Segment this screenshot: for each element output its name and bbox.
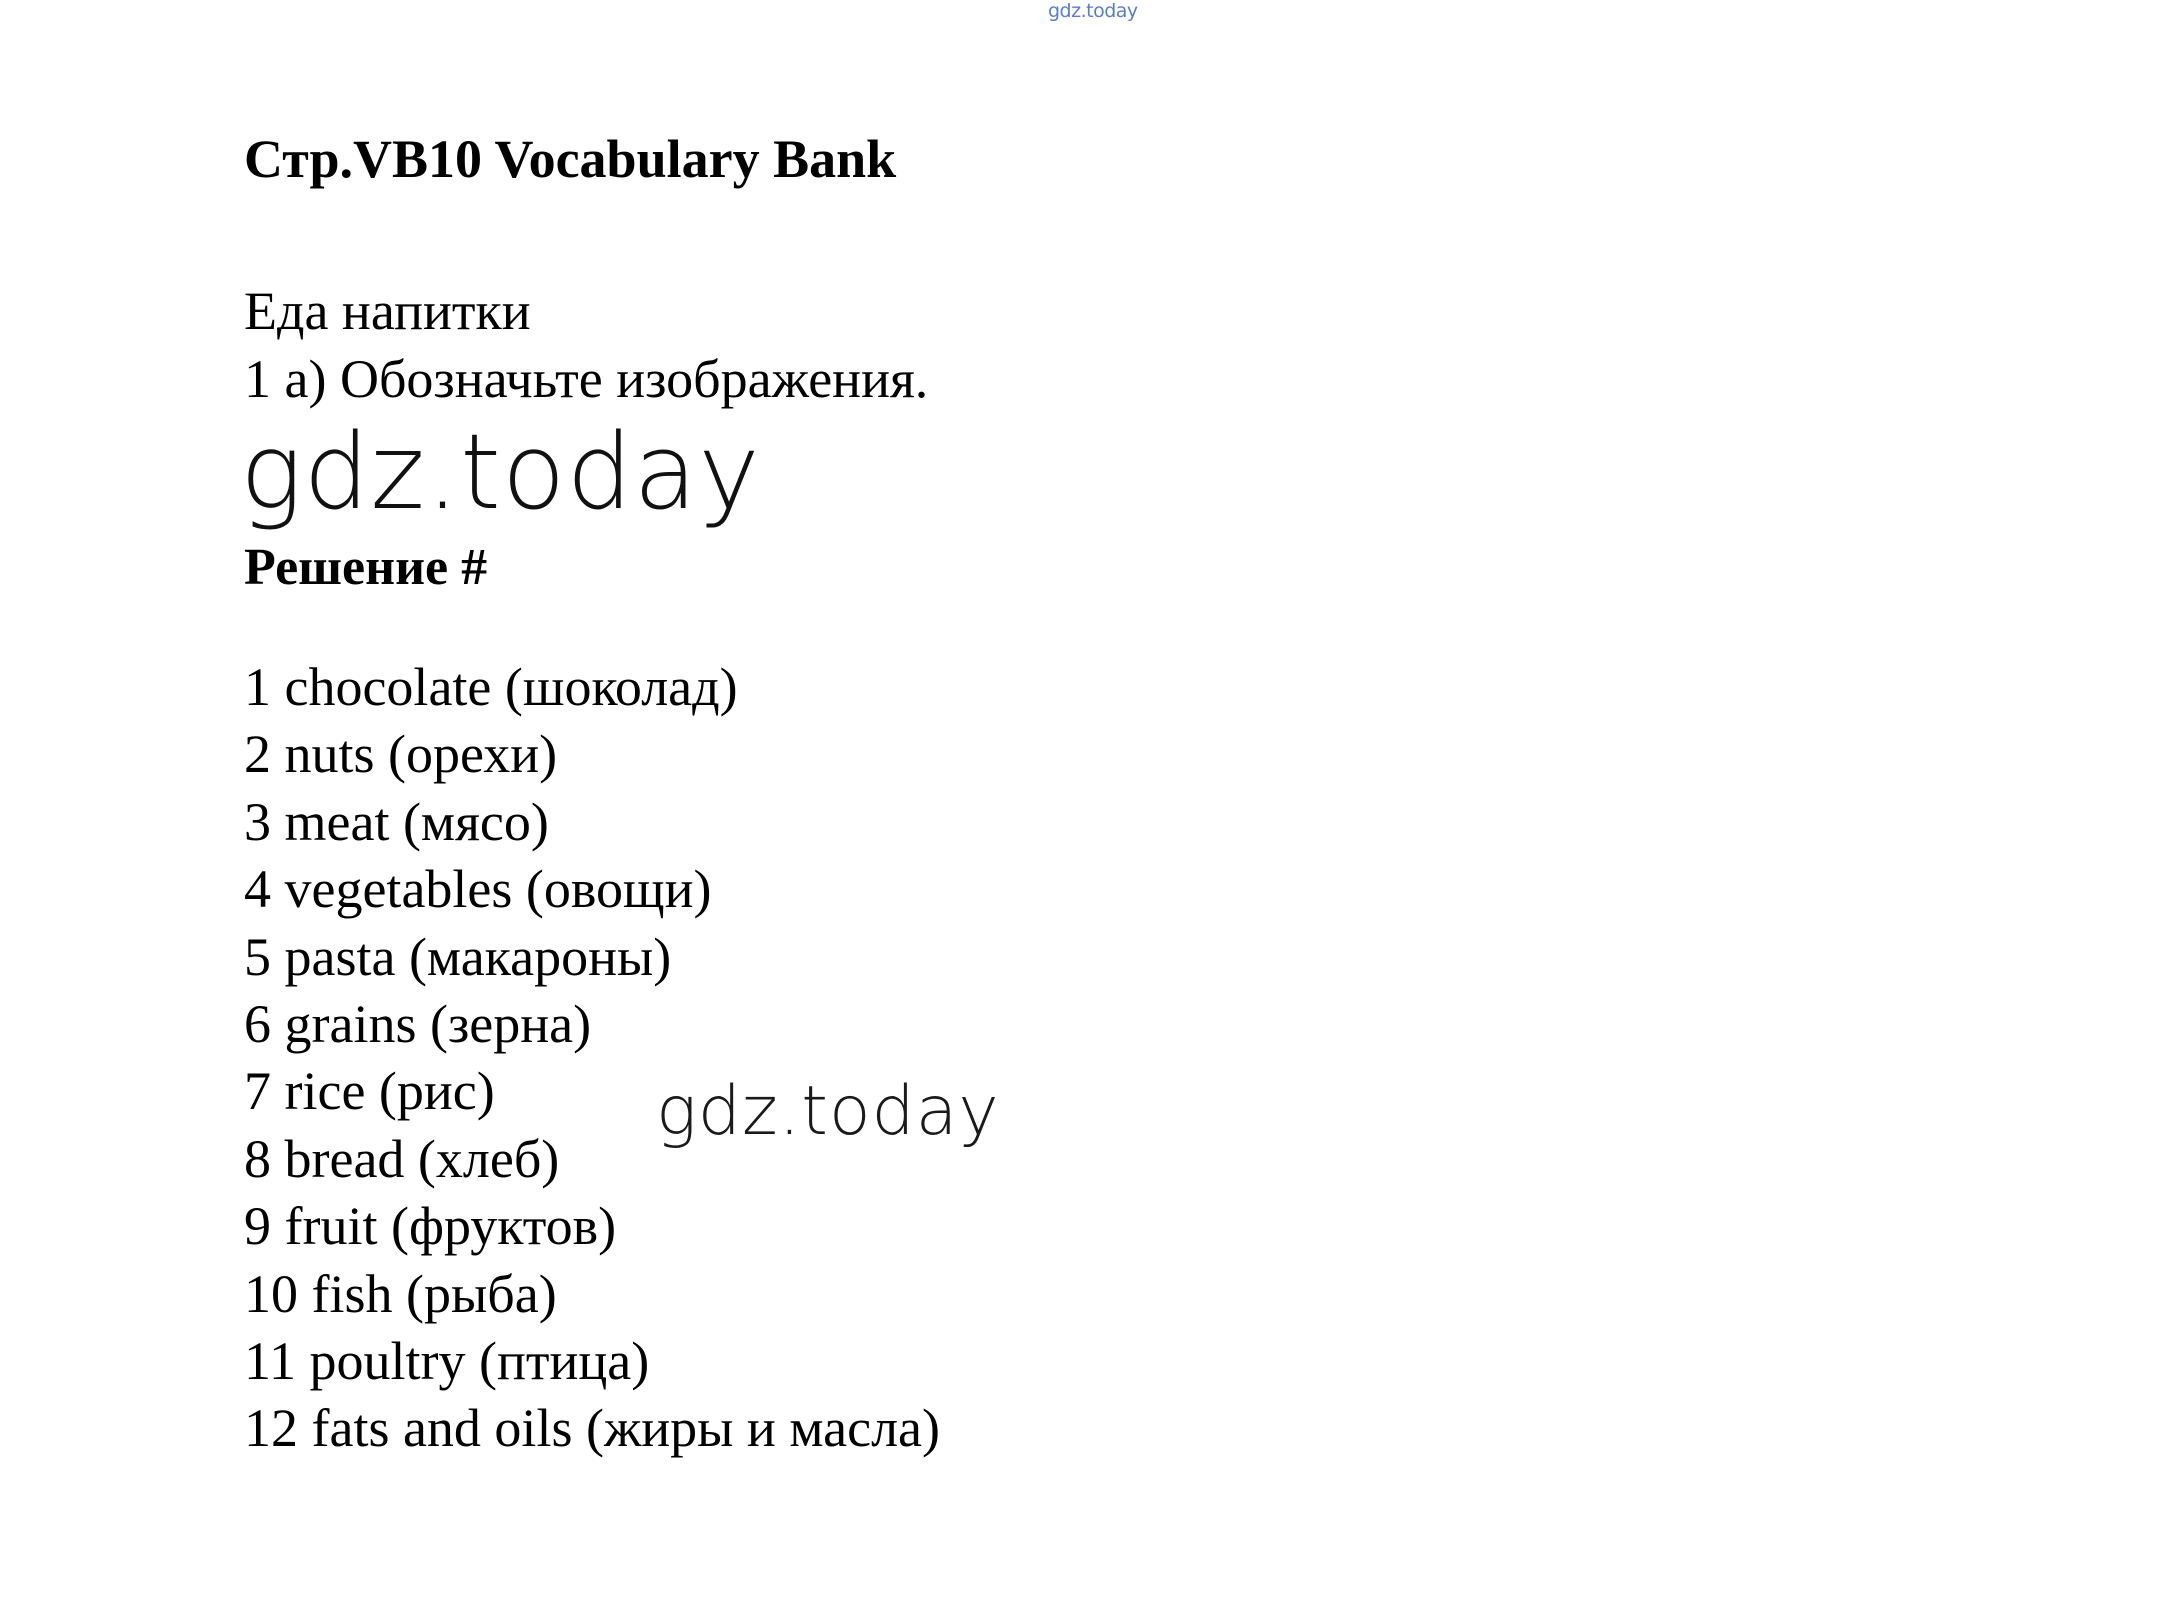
answer-item: 7 rice (рис) — [244, 1061, 495, 1122]
top-watermark-text: gdz.today — [1048, 0, 1138, 22]
answer-item: 6 grains (зерна) — [244, 993, 592, 1054]
answer-item: 2 nuts (орехи) — [244, 724, 558, 785]
answer-list — [244, 654, 940, 1463]
section-title: Еда напитки — [244, 281, 531, 341]
answer-item: 11 poultry (птица) — [244, 1330, 650, 1391]
answer-item: 5 pasta (макароны) — [244, 926, 672, 987]
page-title: Стр.VB10 Vocabulary Bank — [244, 129, 897, 189]
answer-item: 8 bread (хлеб) — [244, 1128, 560, 1189]
middle-watermark-text: gdz.today — [656, 1072, 1000, 1151]
answer-item: 12 fats and oils (жиры и масла) — [244, 1398, 940, 1459]
large-watermark-text: gdz.today — [240, 411, 761, 533]
task-instruction: 1 a) Обозначьте изображения. — [244, 349, 929, 409]
answer-item: 9 fruit (фруктов) — [244, 1196, 617, 1257]
answer-item: 3 meat (мясо) — [244, 791, 549, 852]
solution-heading: Решение # — [244, 539, 488, 596]
answer-item: 4 vegetables (овощи) — [244, 859, 712, 920]
answer-item: 1 chocolate (шоколад) — [244, 657, 738, 717]
answer-item: 10 fish (рыба) — [244, 1263, 557, 1324]
